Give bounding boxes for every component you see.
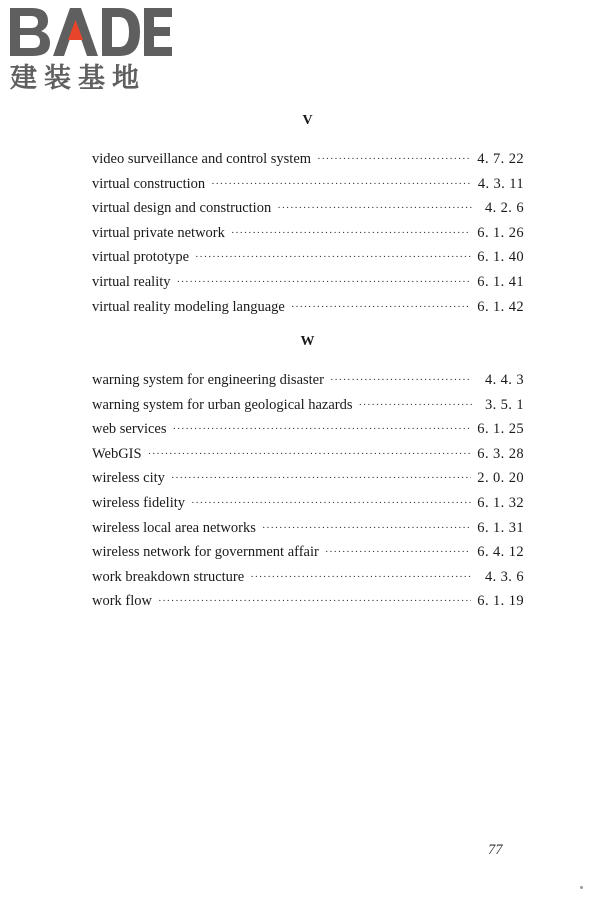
dot-leader bbox=[359, 393, 472, 418]
entry-term: virtual prototype bbox=[92, 249, 190, 266]
entry-clause-number: 6. 1. 42 bbox=[477, 298, 524, 315]
entry-term: wireless fidelity bbox=[92, 494, 186, 511]
entry-clause-number: 6. 1. 25 bbox=[477, 421, 524, 438]
dot-leader bbox=[231, 221, 471, 246]
entry-term: work breakdown structure bbox=[92, 568, 245, 585]
entry-term: virtual reality modeling language bbox=[92, 298, 285, 315]
entry-term: web services bbox=[92, 421, 167, 438]
dot-leader bbox=[177, 270, 472, 295]
dot-leader bbox=[250, 565, 472, 590]
entry-clause-number: 4. 4. 3 bbox=[484, 372, 524, 388]
index-entry bbox=[92, 417, 524, 442]
entry-clause-number: 4. 3. 11 bbox=[477, 175, 524, 192]
index-entry bbox=[92, 442, 524, 467]
entry-term: WebGIS bbox=[92, 445, 142, 462]
dot-leader bbox=[148, 442, 472, 467]
index-entry bbox=[92, 147, 524, 172]
index-entry bbox=[92, 196, 524, 221]
index-entry bbox=[92, 393, 524, 418]
dot-leader bbox=[325, 540, 471, 565]
index-entry bbox=[92, 172, 524, 197]
entry-clause-number: 6. 4. 12 bbox=[477, 544, 524, 561]
entry-clause-number: 6. 1. 32 bbox=[477, 494, 524, 511]
entry-term: wireless city bbox=[92, 470, 165, 487]
entry-term: virtual private network bbox=[92, 224, 225, 241]
entry-term: virtual reality bbox=[92, 273, 171, 290]
index-entry bbox=[92, 270, 524, 295]
entry-clause-number: 6. 1. 41 bbox=[477, 273, 524, 290]
index-list-w bbox=[92, 368, 524, 614]
index-entry bbox=[92, 491, 524, 516]
index-entry bbox=[92, 516, 524, 541]
index-entry bbox=[92, 245, 524, 270]
entry-clause-number: 3. 5. 1 bbox=[484, 396, 524, 413]
entry-clause-number: 6. 1. 19 bbox=[477, 593, 524, 610]
dot-leader bbox=[191, 491, 471, 516]
dot-leader bbox=[195, 245, 471, 270]
watermark-chinese-text: 建装基地 bbox=[10, 63, 146, 94]
entry-clause-number: 6. 1. 40 bbox=[477, 249, 524, 266]
entry-term: virtual construction bbox=[92, 175, 206, 192]
entry-term: warning system for urban geological hazards bbox=[92, 396, 353, 413]
bade-logo-mark bbox=[8, 4, 174, 60]
index-entry bbox=[92, 466, 524, 491]
entry-term: virtual design and construction bbox=[92, 200, 272, 217]
index-list-v bbox=[92, 147, 524, 319]
entry-term: warning system for engineering disaster bbox=[92, 372, 324, 388]
watermark-logo bbox=[8, 4, 178, 96]
dot-leader bbox=[211, 172, 472, 197]
dot-leader bbox=[291, 295, 471, 320]
dot-leader bbox=[172, 417, 471, 442]
index-entry bbox=[92, 565, 524, 590]
entry-clause-number: 4. 2. 6 bbox=[484, 200, 524, 217]
section-letter-v: V bbox=[302, 113, 313, 128]
scan-speck bbox=[580, 886, 583, 889]
dot-leader bbox=[171, 466, 471, 491]
entry-term: wireless network for government affair bbox=[92, 544, 319, 561]
entry-term: wireless local area networks bbox=[92, 519, 256, 536]
entry-clause-number: 2. 0. 20 bbox=[477, 470, 524, 487]
index-entry bbox=[92, 295, 524, 320]
entry-term: work flow bbox=[92, 593, 153, 610]
entry-clause-number: 4. 3. 6 bbox=[484, 568, 524, 585]
page-number: 77 bbox=[488, 842, 503, 858]
dot-leader bbox=[262, 516, 471, 541]
index-entry bbox=[92, 368, 524, 393]
entry-term: video surveillance and control system bbox=[92, 151, 312, 167]
index-entry bbox=[92, 540, 524, 565]
index-entry bbox=[92, 589, 524, 614]
dot-leader bbox=[277, 196, 472, 221]
dot-leader bbox=[330, 368, 472, 393]
dot-leader bbox=[317, 147, 471, 172]
entry-clause-number: 4. 7. 22 bbox=[477, 151, 524, 167]
entry-clause-number: 6. 1. 26 bbox=[477, 224, 524, 241]
dot-leader bbox=[158, 589, 471, 614]
section-letter-w: W bbox=[300, 334, 315, 349]
index-entry bbox=[92, 221, 524, 246]
entry-clause-number: 6. 3. 28 bbox=[477, 445, 524, 462]
entry-clause-number: 6. 1. 31 bbox=[477, 519, 524, 536]
